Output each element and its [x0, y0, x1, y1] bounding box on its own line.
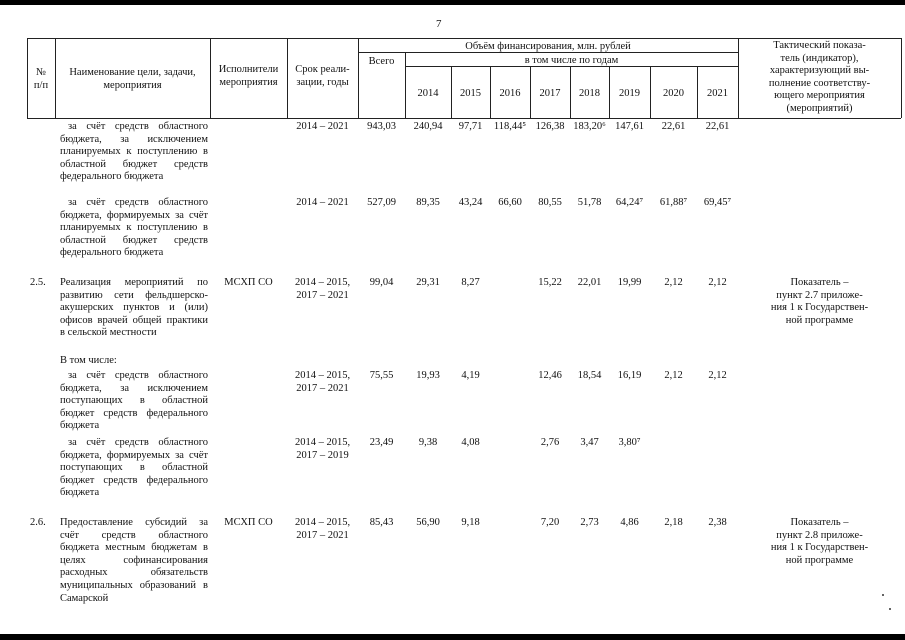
row-term: 2014 – 2021 — [296, 197, 349, 208]
header-by-years: в том числе по годам — [524, 55, 619, 66]
header-num: № п/п — [33, 67, 49, 91]
row-value-2020: 2,12 — [664, 370, 683, 381]
row-executor: МСХП СО — [224, 517, 273, 528]
row-value-2014: 19,93 — [416, 370, 440, 381]
row-value-2018: 51,78 — [577, 197, 602, 208]
row-value-2015: 4,19 — [461, 370, 480, 381]
page-number: 7 — [436, 18, 442, 30]
row-value-2019: 147,61 — [615, 121, 644, 132]
row-value-2021: 2,12 — [708, 370, 727, 381]
row-value-2014: 9,38 — [418, 437, 438, 448]
row-total: 943,03 — [367, 121, 396, 132]
row-value-2021: 2,12 — [708, 277, 727, 288]
row-subheading: В том числе: — [60, 355, 117, 366]
header-year-2015: 2015 — [460, 88, 481, 99]
row-value-2015: 9,18 — [461, 517, 480, 528]
scan-speck — [889, 608, 891, 610]
row-total: 75,55 — [369, 370, 394, 381]
row-value-2016: 118,44⁵ — [493, 121, 527, 132]
row-name: Предоставление субсидий за счёт средств областного бюджета местным бюджетам в целях софинансирования расходных обязательств муниципальных образований в Самарской — [60, 517, 208, 604]
row-value-2019: 64,24⁷ — [615, 197, 644, 208]
header-year-2014: 2014 — [417, 88, 439, 99]
row-name: за счёт средств областного бюджета, формируемых за счёт планируемых к поступлению в областной бюджет средств федерального бюджета — [60, 197, 208, 259]
row-value-2017: 2,76 — [540, 437, 560, 448]
row-name: за счёт средств областного бюджета, за исключением поступающих в областной бюджет средств федерального бюджета — [60, 370, 208, 432]
row-value-2015: 97,71 — [458, 121, 483, 132]
row-name: за счёт средств областного бюджета, формируемых за счёт поступающих в областной бюджет средств федерального бюджета — [60, 437, 208, 499]
row-value-2017: 12,46 — [538, 370, 562, 381]
row-value-2018: 183,20⁶ — [573, 121, 606, 132]
row-value-2020: 22,61 — [661, 121, 686, 132]
row-total: 23,49 — [369, 437, 394, 448]
row-value-2019: 16,19 — [617, 370, 642, 381]
row-term: 2014 – 2015, 2017 – 2021 — [294, 517, 351, 541]
row-value-2018: 3,47 — [580, 437, 599, 448]
row-value-2015: 4,08 — [461, 437, 480, 448]
row-value-2021: 69,45⁷ — [703, 197, 732, 208]
header-funding: Объём финансирования, млн. рублей — [465, 41, 631, 52]
row-value-2014: 240,94 — [413, 121, 443, 132]
row-total: 85,43 — [369, 517, 394, 528]
row-value-2014: 29,31 — [416, 277, 440, 288]
row-num: 2.6. — [30, 517, 46, 528]
row-name: за счёт средств областного бюджета, за исключением планируемых к поступлению в областной бюджет средств федерального бюджета — [60, 121, 208, 183]
row-term: 2014 – 2015, 2017 – 2021 — [294, 277, 351, 301]
header-term: Срок реали- зации, годы — [295, 64, 350, 88]
header-year-2020: 2020 — [663, 88, 684, 99]
row-value-2021: 22,61 — [705, 121, 730, 132]
header-total: Всего — [368, 56, 395, 67]
row-name: Реализация мероприятий по развитию сети фельдшерско-акушерских пунктов и (или) офисов врачей общей практики в сельской местности — [60, 277, 208, 339]
header-year-2017: 2017 — [539, 88, 561, 99]
header-name: Наименование цели, задачи, мероприятия — [69, 67, 196, 91]
row-value-2018: 22,01 — [577, 277, 602, 288]
row-value-2014: 56,90 — [416, 517, 440, 528]
row-value-2019: 19,99 — [617, 277, 642, 288]
row-value-2015: 43,24 — [458, 197, 483, 208]
row-value-2018: 18,54 — [577, 370, 602, 381]
row-total: 527,09 — [367, 197, 396, 208]
row-total: 99,04 — [369, 277, 394, 288]
row-value-2016: 66,60 — [498, 197, 522, 208]
row-value-2018: 2,73 — [580, 517, 599, 528]
header-year-2019: 2019 — [619, 88, 640, 99]
row-value-2019: 4,86 — [620, 517, 639, 528]
row-value-2020: 2,12 — [664, 277, 683, 288]
header-year-2021: 2021 — [707, 88, 728, 99]
row-executor: МСХП СО — [224, 277, 273, 288]
row-value-2017: 126,38 — [535, 121, 565, 132]
row-indicator: Показатель – пункт 2.8 приложе- ния 1 к Государствен- ной программе — [770, 517, 869, 566]
scan-speck — [882, 594, 884, 596]
header-indicator: Тактический показа- тель (индикатор), характеризующий вы- полнение соответству- ющего мероприятия (мероприятий) — [768, 40, 871, 114]
row-value-2015: 8,27 — [461, 277, 480, 288]
row-value-2017: 15,22 — [538, 277, 562, 288]
row-value-2014: 89,35 — [416, 197, 440, 208]
row-term: 2014 – 2015, 2017 – 2021 — [294, 370, 351, 394]
header-year-2016: 2016 — [499, 88, 521, 99]
header-year-2018: 2018 — [579, 88, 600, 99]
row-term: 2014 – 2015, 2017 – 2019 — [294, 437, 351, 461]
row-value-2017: 7,20 — [540, 517, 560, 528]
row-term: 2014 – 2021 — [296, 121, 349, 132]
top-border — [0, 0, 905, 5]
row-value-2020: 61,88⁷ — [659, 197, 688, 208]
row-value-2019: 3,80⁷ — [618, 437, 641, 448]
row-indicator: Показатель – пункт 2.7 приложе- ния 1 к Государствен- ной программе — [770, 277, 869, 326]
row-value-2017: 80,55 — [538, 197, 562, 208]
row-value-2020: 2,18 — [664, 517, 683, 528]
row-value-2021: 2,38 — [708, 517, 727, 528]
header-executors: Исполнители мероприятия — [218, 64, 279, 88]
row-num: 2.5. — [30, 277, 46, 288]
bottom-border — [0, 634, 905, 640]
